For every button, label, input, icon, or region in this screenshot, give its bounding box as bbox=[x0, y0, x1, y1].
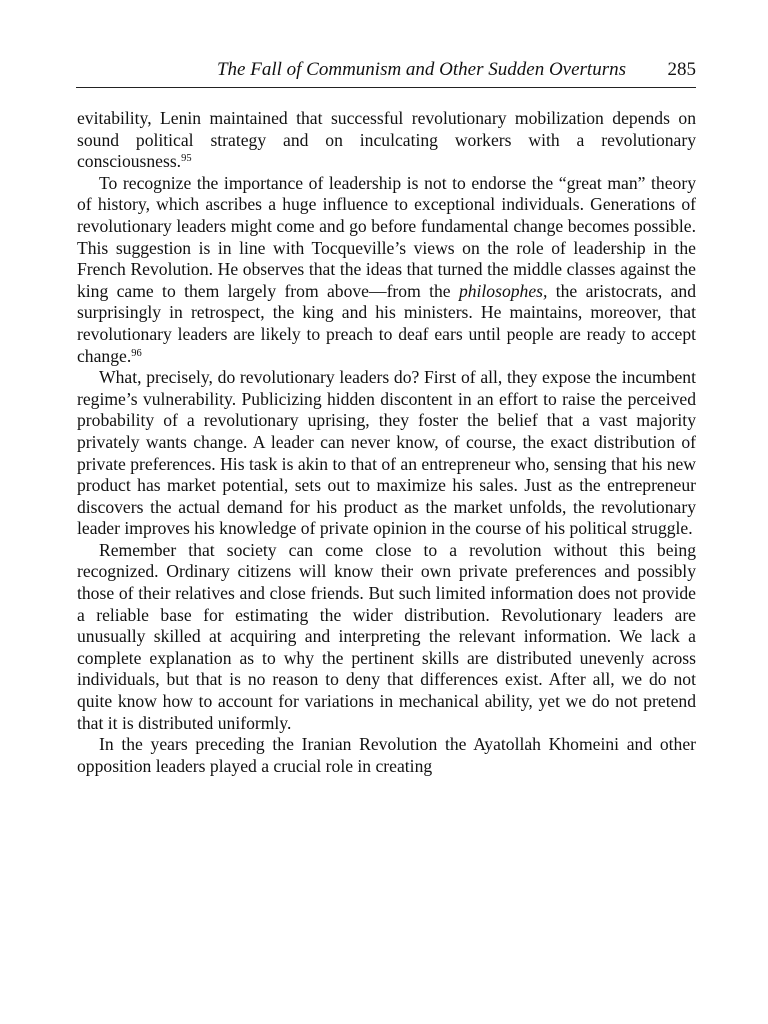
paragraph-3 bbox=[77, 367, 696, 540]
running-head bbox=[76, 56, 696, 86]
footnote-ref-95: 95 bbox=[181, 153, 192, 165]
paragraph-1 bbox=[77, 108, 696, 173]
header-rule bbox=[76, 87, 696, 88]
paragraph-5-text: In the years preceding the Iranian Revolution the Ayatollah Khomeini and other opposition leaders played a crucial role in creating bbox=[77, 734, 696, 776]
page-number: 285 bbox=[667, 59, 696, 80]
running-title: The Fall of Communism and Other Sudden Overturns bbox=[216, 59, 626, 80]
paragraph-2-text-start: To recognize the importance of leadership is not to endorse the “great man” theory of history, which ascribes a huge influence to exceptional individuals. Generations of revolutionary leaders might come and go before fundamental change becomes possible. This suggestion is in line with Tocqueville’s views on the role of leadership in the French Revolution. He observes that the ideas that turned the middle classes against the king came to them largely from above—from the bbox=[77, 172, 696, 301]
paragraph-2 bbox=[77, 173, 696, 367]
paragraph-3-text: What, precisely, do revolutionary leaders do? First of all, they expose the incumbent regime’s vulnerability. Publicizing hidden discontent in an effort to raise the perceived probability of a revolutionary uprising, they foster the belief that a vast majority privately wants change. A leader can never know, of course, the exact distribution of private preferences. His task is akin to that of an entrepreneur who, sensing that his new product has market potential, sets out to maximize his sales. Just as the entrepreneur discovers the actual demand for his product as the market unfolds, the revolutionary leader improves his knowledge of private opinion in the course of his political struggle. bbox=[77, 367, 697, 539]
paragraph-2-text-end: the aristocrats, and surprisingly in retrospect, the king and his ministers. He maintains, moreover, that revolutionary leaders are likely to preach to deaf ears until people are ready to accept change. bbox=[77, 280, 696, 366]
paragraph-5 bbox=[77, 734, 696, 777]
paragraph-4-text: Remember that society can come close to a revolution without this being recognized. Ordinary citizens will know their own private preferences and possibly those of their relatives and close friends. But such limited information does not provide a reliable base for estimating the wider distribution. Revolutionary leaders are unusually skilled at acquiring and interpreting the relevant information. We lack a complete explanation as to why the pertinent skills are distributed unevenly across individuals, but that is no reason to deny that differences exist. After all, we do not quite know how to account for variations in mechanical ability, yet we do not pretend that it is distributed uniformly. bbox=[77, 539, 696, 733]
paragraph-4 bbox=[77, 540, 696, 734]
philosophes-italic: philosophes, bbox=[458, 280, 548, 301]
footnote-ref-96: 96 bbox=[131, 347, 142, 359]
paragraph-1-text: evitability, Lenin maintained that successful revolutionary mobilization depends on sound political strategy and on inculcating workers with a revolutionary consciousness. bbox=[77, 108, 696, 172]
body-text bbox=[77, 108, 696, 777]
